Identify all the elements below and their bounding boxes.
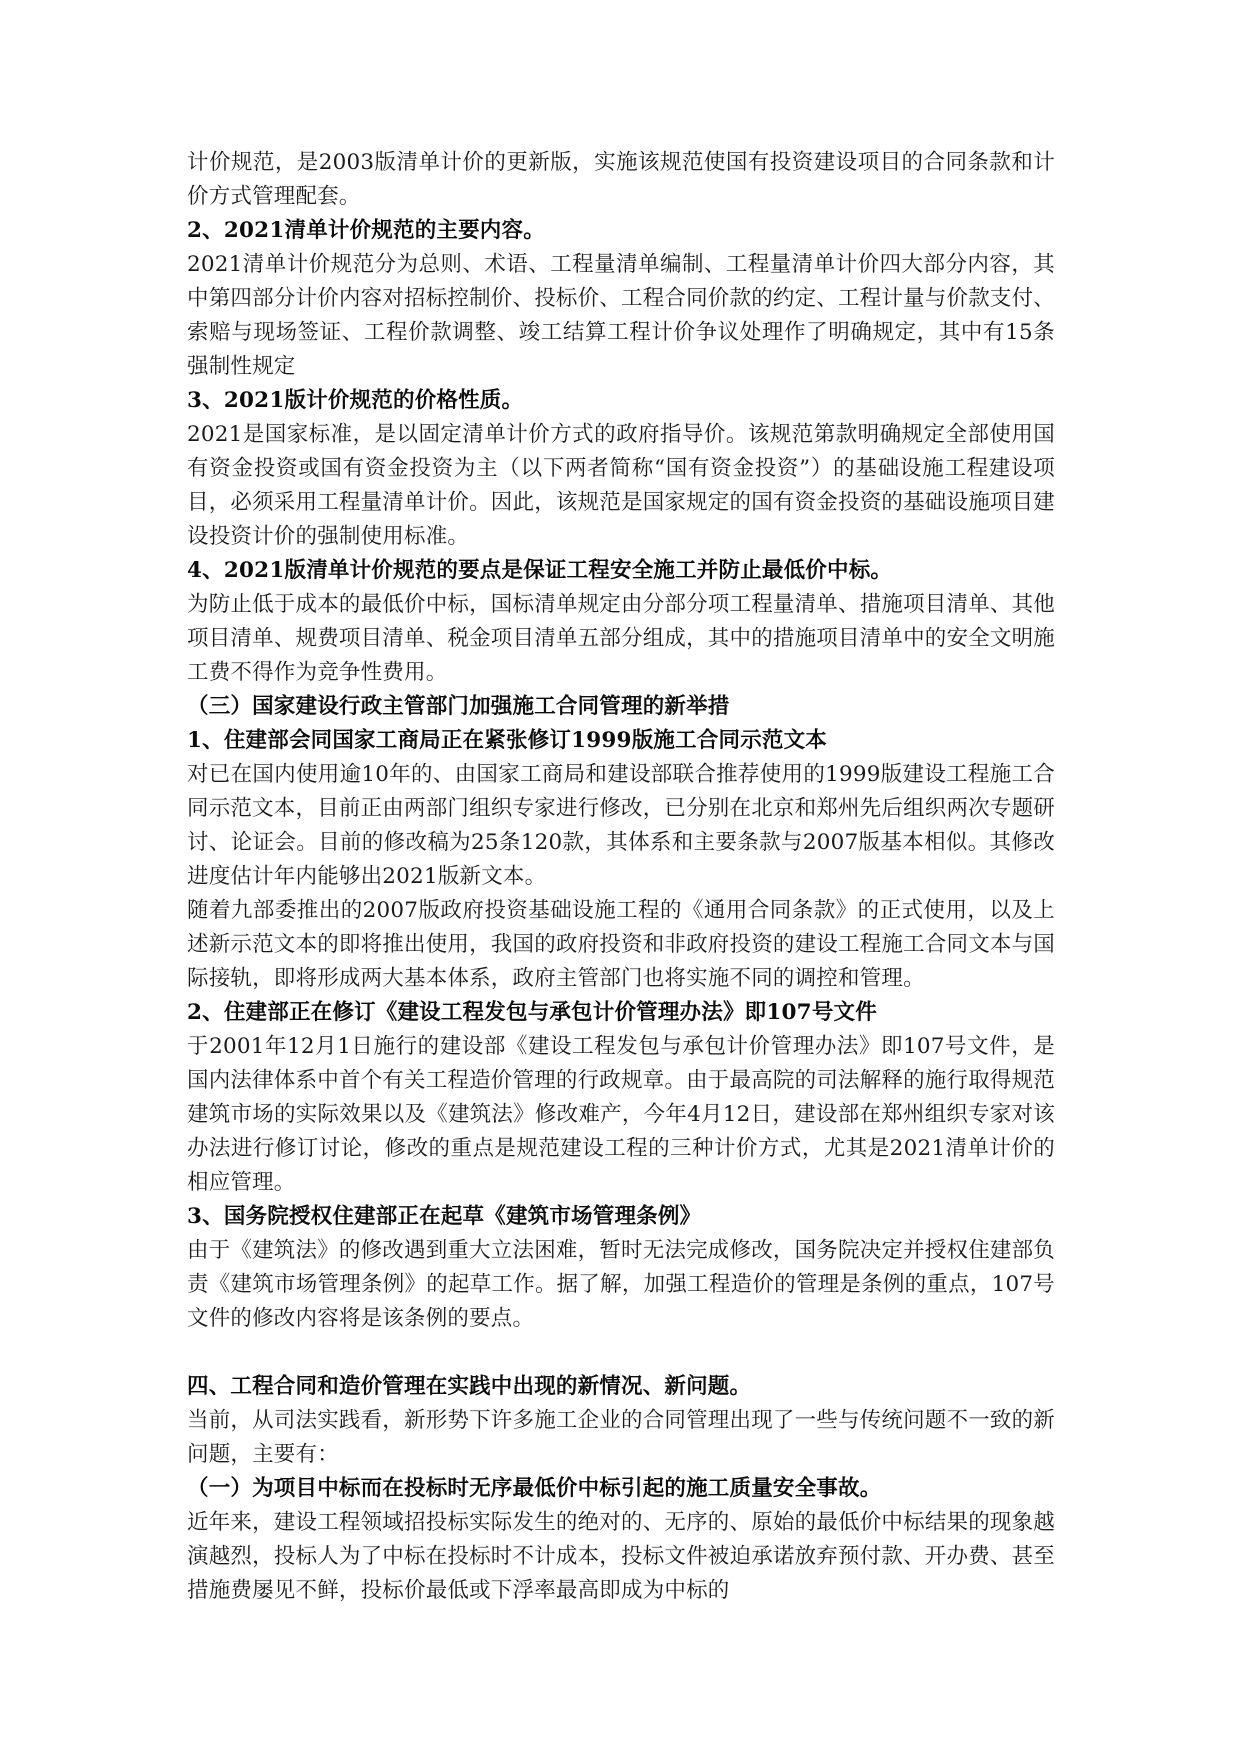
paragraph: 随着九部委推出的2007版政府投资基础设施工程的《通用合同条款》的正式使用，以及上述新示范文本的即将推出使用，我国的政府投资和非政府投资的建设工程施工合同文本与国际接轨，即将形成两大基本体系，政府主管部门也将实施不同的调控和管理。 bbox=[187, 898, 1056, 991]
paragraph: 当前，从司法实践看，新形势下许多施工企业的合同管理出现了一些与传统问题不一致的新问题，主要有： bbox=[187, 1408, 1056, 1467]
section-heading: 3、2021版计价规范的价格性质。 bbox=[187, 388, 524, 413]
section-heading: 1、住建部会同国家工商局正在紧张修订1999版施工合同示范文本 bbox=[187, 728, 828, 753]
paragraph: 于2001年12月1日施行的建设部《建设工程发包与承包计价管理办法》即107号文件，是国内法律体系中首个有关工程造价管理的行政规章。由于最高院的司法解释的施行取得规范建筑市场的实际效果以及《建筑法》修改难产，今年4月12日，建设部在郑州组织专家对该办法进行修订讨论，修改的重点是规范建设工程的三种计价方式，尤其是2021清单计价的相应管理。 bbox=[187, 1034, 1056, 1195]
section-heading: 2、住建部正在修订《建设工程发包与承包计价管理办法》即107号文件 bbox=[187, 1000, 877, 1025]
paragraph: 由于《建筑法》的修改遇到重大立法困难，暂时无法完成修改，国务院决定并授权住建部负责《建筑市场管理条例》的起草工作。据了解，加强工程造价的管理是条例的重点，107号文件的修改内容将是该条例的要点。 bbox=[187, 1238, 1056, 1331]
blank-line bbox=[187, 1336, 1055, 1370]
paragraph: 近年来，建设工程领域招投标实际发生的绝对的、无序的、原始的最低价中标结果的现象越演越烈，投标人为了中标在投标时不计成本，投标文件被迫承诺放弃预付款、开办费、甚至措施费屡见不鲜，投标价最低或下浮率最高即成为中标的 bbox=[187, 1510, 1056, 1603]
paragraph: 2021是国家标准，是以固定清单计价方式的政府指导价。该规范第款明确规定全部使用国有资金投资或国有资金投资为主（以下两者简称“国有资金投资”）的基础设施工程建设项目，必须采用工程量清单计价。因此，该规范是国家规定的国有资金投资的基础设施项目建设投资计价的强制使用标准。 bbox=[187, 422, 1056, 549]
section-heading: （一）为项目中标而在投标时无序最低价中标引起的施工质量安全事故。 bbox=[187, 1476, 882, 1501]
paragraph: 计价规范，是2003版清单计价的更新版，实施该规范使国有投资建设项目的合同条款和计价方式管理配套。 bbox=[187, 150, 1055, 209]
document-body bbox=[187, 146, 1055, 1608]
chapter-heading: 四、工程合同和造价管理在实践中出现的新情况、新问题。 bbox=[187, 1374, 752, 1399]
paragraph: 对已在国内使用逾10年的、由国家工商局和建设部联合推荐使用的1999版建设工程施工合同示范文本，目前正由两部门组织专家进行修改，已分别在北京和郑州先后组织两次专题研讨、论证会。目前的修改稿为25条120款，其体系和主要条款与2007版基本相似。其修改进度估计年内能够出2021版新文本。 bbox=[187, 762, 1056, 889]
section-heading: 3、国务院授权住建部正在起草《建筑市场管理条例》 bbox=[187, 1204, 702, 1229]
section-heading: （三）国家建设行政主管部门加强施工合同管理的新举措 bbox=[187, 694, 730, 719]
section-heading: 4、2021版清单计价规范的要点是保证工程安全施工并防止最低价中标。 bbox=[187, 558, 893, 583]
paragraph: 为防止低于成本的最低价中标，国标清单规定由分部分项工程量清单、措施项目清单、其他项目清单、规费项目清单、税金项目清单五部分组成，其中的措施项目清单中的安全文明施工费不得作为竞争性费用。 bbox=[187, 592, 1056, 685]
paragraph: 2021清单计价规范分为总则、术语、工程量清单编制、工程量清单计价四大部分内容，其中第四部分计价内容对招标控制价、投标价、工程合同价款的约定、工程计量与价款支付、索赔与现场签证、工程价款调整、竣工结算工程计价争议处理作了明确规定，其中有15条强制性规定 bbox=[187, 252, 1056, 379]
section-heading: 2、2021清单计价规范的主要内容。 bbox=[187, 218, 545, 243]
